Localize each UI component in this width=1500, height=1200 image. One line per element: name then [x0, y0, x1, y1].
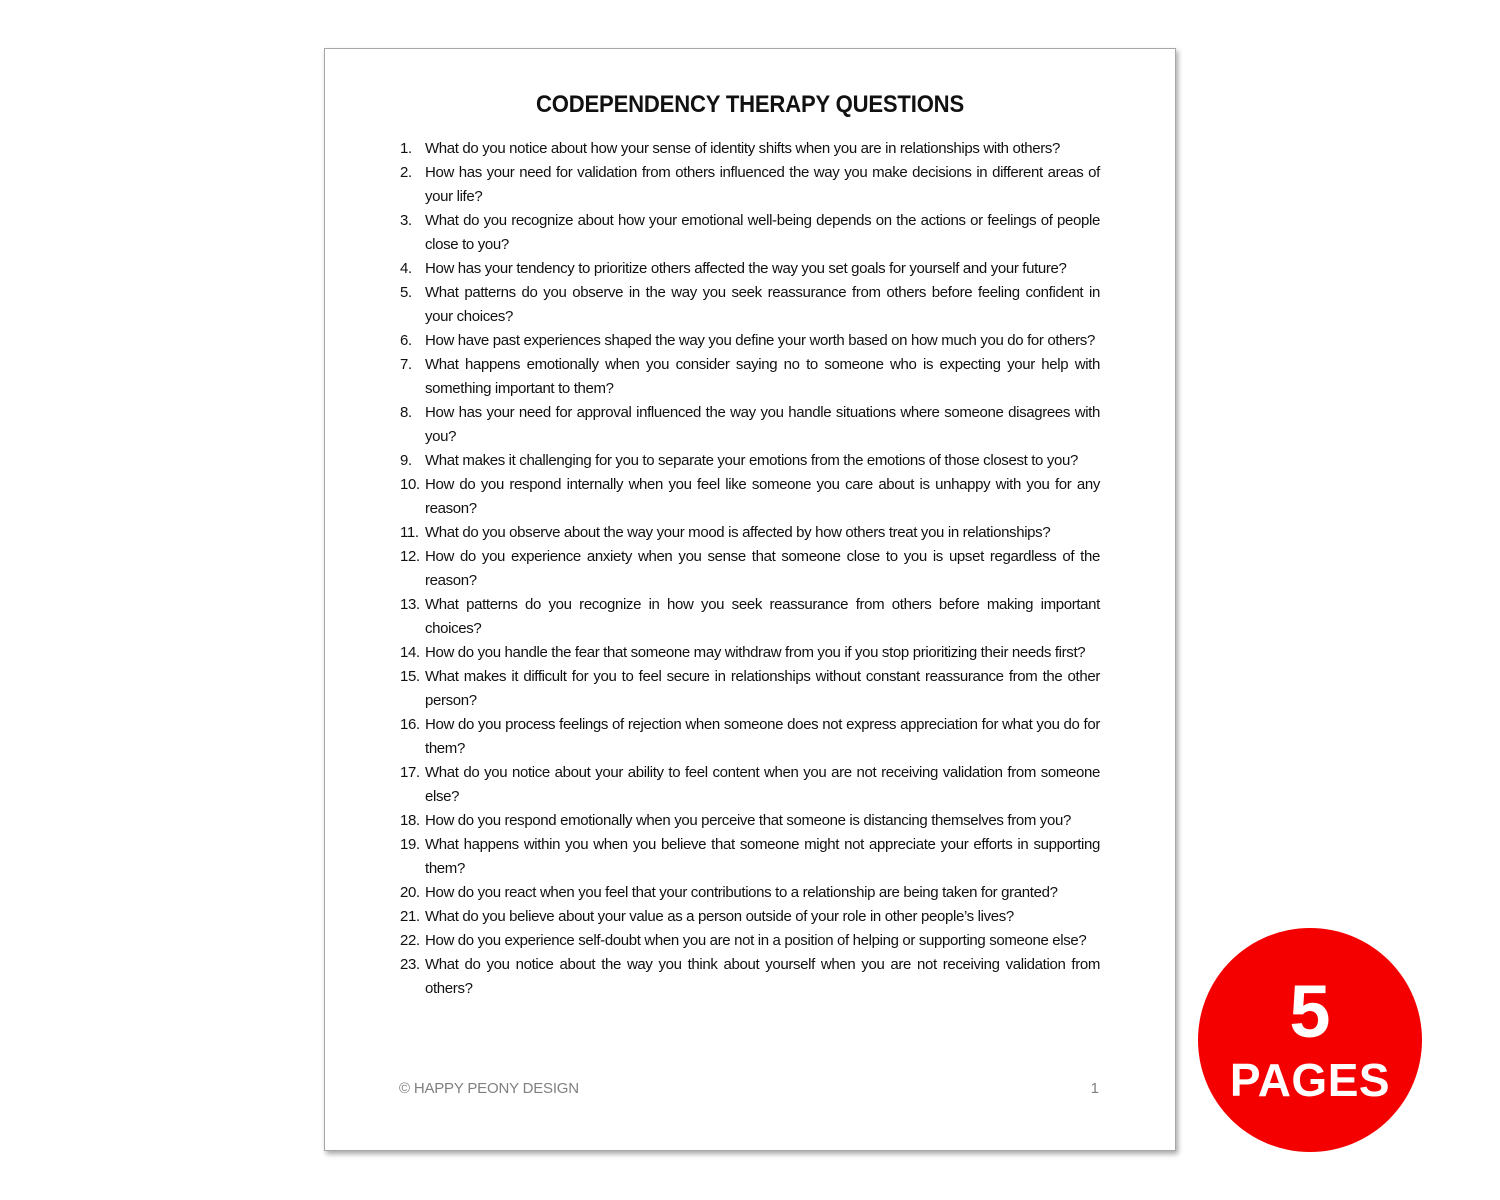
question-text: How do you handle the fear that someone may withdraw from you if you stop prioritizing their needs first?	[425, 644, 1086, 661]
question-number: 3.	[400, 212, 412, 229]
question-item	[400, 641, 1100, 665]
question-list	[400, 137, 1100, 1001]
question-item	[400, 833, 1100, 881]
question-text: What do you believe about your value as a person outside of your role in other people’s lives?	[425, 908, 1014, 925]
page-count-badge	[1198, 928, 1422, 1152]
question-item	[400, 665, 1100, 713]
question-item	[400, 449, 1100, 473]
question-item	[400, 521, 1100, 545]
question-text: How has your need for approval influenced the way you handle situations where someone disagrees with you?	[425, 404, 1100, 445]
question-number: 21.	[400, 908, 420, 925]
page-count-number: 5	[1289, 970, 1331, 1053]
question-text: How do you react when you feel that your contributions to a relationship are being taken for granted?	[425, 884, 1058, 901]
question-item	[400, 593, 1100, 641]
question-text: What makes it challenging for you to separate your emotions from the emotions of those closest to you?	[425, 452, 1078, 469]
question-item	[400, 905, 1100, 929]
question-text: What makes it difficult for you to feel secure in relationships without constant reassurance from the other person?	[425, 668, 1100, 709]
question-text: What patterns do you recognize in how you seek reassurance from others before making important choices?	[425, 596, 1100, 637]
question-item	[400, 473, 1100, 521]
question-item	[400, 809, 1100, 833]
question-text: How have past experiences shaped the way you define your worth based on how much you do for others?	[425, 332, 1095, 349]
question-number: 16.	[400, 716, 420, 733]
question-number: 10.	[400, 476, 420, 493]
question-item	[400, 545, 1100, 593]
question-item	[400, 881, 1100, 905]
question-number: 18.	[400, 812, 420, 829]
question-item	[400, 401, 1100, 449]
page-number: 1	[1090, 1080, 1099, 1097]
question-text: How has your tendency to prioritize others affected the way you set goals for yourself and your future?	[425, 260, 1067, 277]
question-item	[400, 761, 1100, 809]
question-number: 22.	[400, 932, 420, 949]
question-text: How do you experience self-doubt when you are not in a position of helping or supporting someone else?	[425, 932, 1087, 949]
question-text: What do you notice about how your sense of identity shifts when you are in relationships with others?	[425, 140, 1061, 157]
copyright-footer: © HAPPY PEONY DESIGN	[399, 1080, 579, 1097]
question-text: How do you respond internally when you feel like someone you care about is unhappy with you for any reason?	[425, 476, 1100, 517]
question-number: 15.	[400, 668, 420, 685]
question-number: 12.	[400, 548, 420, 565]
question-text: What do you recognize about how your emotional well-being depends on the actions or feelings of people close to you?	[425, 212, 1100, 253]
question-item	[400, 929, 1100, 953]
question-item	[400, 137, 1100, 161]
question-text: How has your need for validation from others influenced the way you make decisions in different areas of your life?	[425, 164, 1100, 205]
question-number: 13.	[400, 596, 420, 613]
question-number: 19.	[400, 836, 420, 853]
question-item	[400, 329, 1100, 353]
question-text: What do you observe about the way your mood is affected by how others treat you in relationships?	[425, 524, 1051, 541]
question-number: 23.	[400, 956, 420, 973]
question-item	[400, 209, 1100, 257]
question-number: 8.	[400, 404, 412, 421]
question-number: 1.	[400, 140, 412, 157]
question-number: 4.	[400, 260, 412, 277]
page-count-label: PAGES	[1229, 1054, 1391, 1106]
question-text: What happens within you when you believe that someone might not appreciate your efforts in supporting them?	[425, 836, 1100, 877]
question-number: 14.	[400, 644, 420, 661]
question-item	[400, 257, 1100, 281]
question-number: 17.	[400, 764, 420, 781]
page-title: CODEPENDENCY THERAPY QUESTIONS	[535, 91, 964, 118]
question-item	[400, 353, 1100, 401]
question-text: What do you notice about your ability to feel content when you are not receiving validation from someone else?	[425, 764, 1100, 805]
question-number: 20.	[400, 884, 420, 901]
question-number: 6.	[400, 332, 412, 349]
question-item	[400, 713, 1100, 761]
question-number: 2.	[400, 164, 412, 181]
worksheet-page	[324, 48, 1176, 1151]
question-number: 11.	[400, 524, 419, 541]
question-text: What happens emotionally when you consider saying no to someone who is expecting your help with something important to them?	[425, 356, 1100, 397]
question-item	[400, 953, 1100, 1001]
question-text: What patterns do you observe in the way you seek reassurance from others before feeling confident in your choices?	[425, 284, 1100, 325]
question-text: What do you notice about the way you think about yourself when you are not receiving validation from others?	[425, 956, 1100, 997]
question-number: 5.	[400, 284, 412, 301]
question-text: How do you experience anxiety when you sense that someone close to you is upset regardless of the reason?	[425, 548, 1100, 589]
question-number: 9.	[400, 452, 412, 469]
question-text: How do you respond emotionally when you perceive that someone is distancing themselves from you?	[425, 812, 1071, 829]
question-number: 7.	[400, 356, 412, 373]
question-text: How do you process feelings of rejection when someone does not express appreciation for what you do for them?	[425, 716, 1100, 757]
question-item	[400, 281, 1100, 329]
question-item	[400, 161, 1100, 209]
